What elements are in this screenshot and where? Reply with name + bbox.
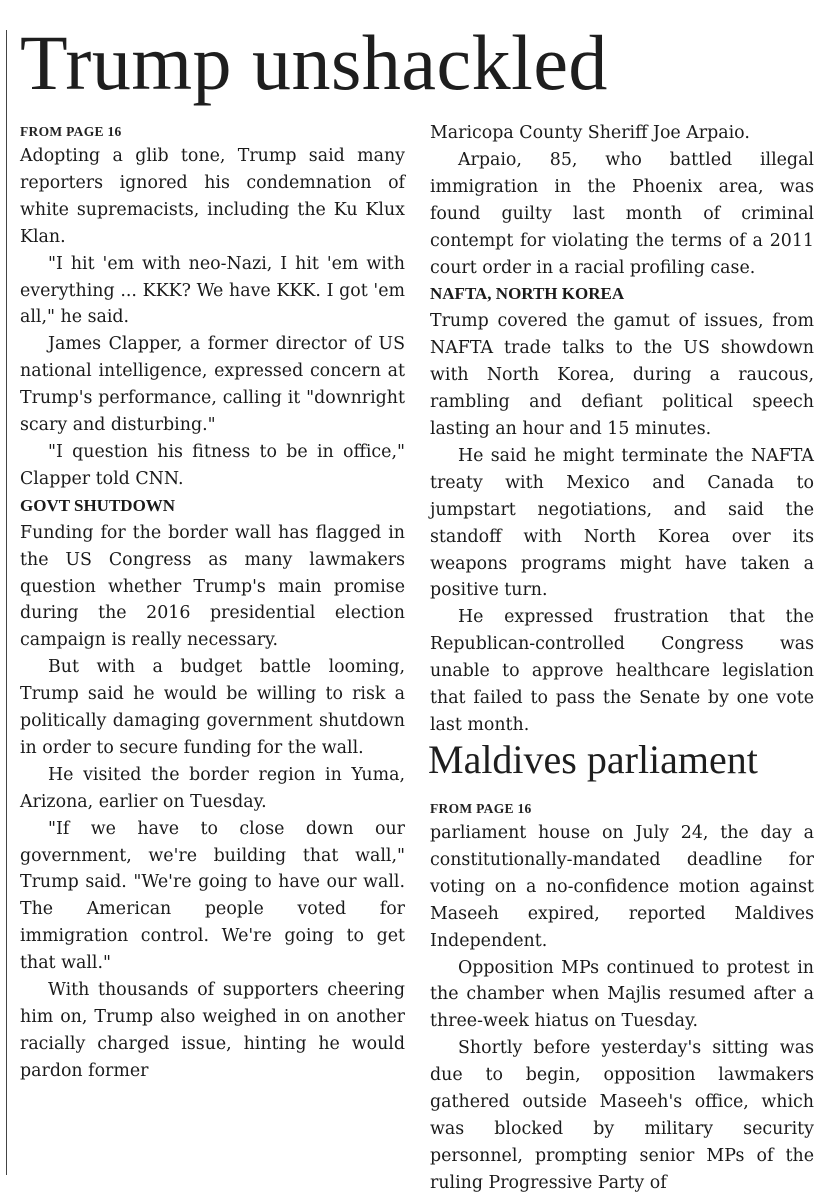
paragraph: Opposition MPs continued to protest in the chamber when Majlis resumed after a three-week hiatus on Tuesday. [430,957,814,1032]
column-rule [6,30,7,1175]
paragraph: He expressed frustration that the Republican-controlled Congress was unable to approve healthcare legislation that failed to pass the Senate by one vote last month. [430,607,814,735]
subhead-govt-shutdown: GOVT SHUTDOWN [20,495,176,515]
paragraph: Funding for the border wall has flagged in the US Congress as many lawmakers question whether Trump's main promise during the 2016 presidential election campaign is really necessary. [20,522,405,651]
paragraph: "I hit 'em with neo-Nazi, I hit 'em with everything ... KKK? We have KKK. I got 'em all," he said. [20,253,405,328]
paragraph: "If we have to close down our government, we're building that wall," Trump said. "We're going to have our wall. The American people voted for immigration control. We're going to get that wall." [20,818,405,974]
paragraph: Maricopa County Sheriff Joe Arpaio. [430,123,750,143]
from-page-label: FROM PAGE 16 [430,801,532,816]
left-column [20,120,405,1175]
second-article-headline: Maldives parliament [428,737,758,782]
paragraph: But with a budget battle looming, Trump said he would be willing to risk a politically damaging government shutdown in order to secure funding for the wall. [20,657,405,758]
right-column-top [430,120,814,785]
paragraph: "I question his fitness to be in office," Clapper told CNN. [20,441,405,489]
paragraph: James Clapper, a former director of US national intelligence, expressed concern at Trump's performance, calling it "downright scary and disturbing." [20,334,405,436]
paragraph: parliament house on July 24, the day a constitutionally-mandated deadline for voting on a no-confidence motion against Maseeh expired, reported Maldives Independent. [430,823,814,951]
paragraph: He visited the border region in Yuma, Arizona, earlier on Tuesday. [20,764,405,812]
right-column-bottom [430,797,814,1193]
paragraph: Arpaio, 85, who battled illegal immigration in the Phoenix area, was found guilty last month of criminal contempt for violating the terms of a 2011 court order in a racial profiling case. [430,149,814,278]
subhead-nafta-north-korea: NAFTA, NORTH KOREA [430,284,625,304]
from-page-label: FROM PAGE 16 [20,124,122,139]
paragraph: He said he might terminate the NAFTA treaty with Mexico and Canada to jumpstart negotiations, and said the standoff with North Korea over its weapons programs might have taken a positive turn. [430,445,814,601]
paragraph: With thousands of supporters cheering him on, Trump also weighed in on another racially charged issue, hinting he would pardon former [20,980,405,1081]
paragraph: Trump covered the gamut of issues, from NAFTA trade talks to the US showdown with North Korea, during a raucous, rambling and defiant political speech lasting an hour and 15 minutes. [430,311,814,439]
headline: Trump unshackled [20,19,608,106]
paragraph: Adopting a glib tone, Trump said many reporters ignored his condemnation of white supremacists, including the Ku Klux Klan. [20,146,405,247]
paragraph: Shortly before yesterday's sitting was due to begin, opposition lawmakers gathered outside Maseeh's office, which was blocked by military security personnel, prompting senior MPs of the ruling Progressive Party of [430,1038,814,1193]
